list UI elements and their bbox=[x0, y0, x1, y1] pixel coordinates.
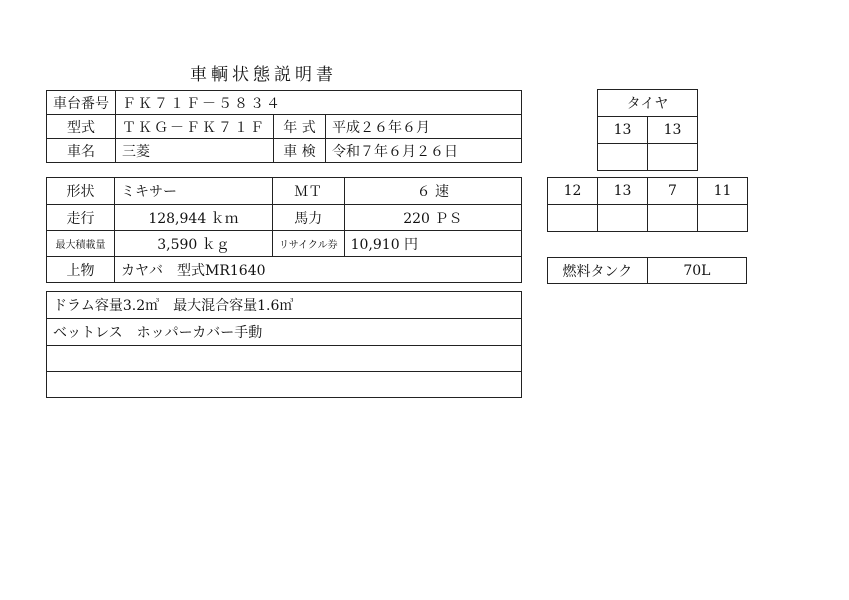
rear-tire-2: 13 bbox=[598, 178, 648, 205]
rear-tire-blank bbox=[548, 205, 598, 232]
horsepower-label: 馬力 bbox=[273, 205, 345, 231]
note-line: ドラム容量3.2㎥ 最大混合容量1.6㎥ bbox=[47, 292, 522, 319]
recycle-value: 10,910 円 bbox=[344, 231, 521, 257]
tire-header: タイヤ bbox=[598, 90, 698, 117]
rear-tire-blank bbox=[698, 205, 748, 232]
rear-tire-blank bbox=[598, 205, 648, 232]
transmission-label: ＭＴ bbox=[273, 178, 345, 205]
fuel-tank-label: 燃料タンク bbox=[548, 258, 648, 284]
recycle-label: リサイクル券 bbox=[273, 231, 345, 257]
chassis-number-label: 車台番号 bbox=[47, 91, 116, 115]
front-tire-left: 13 bbox=[598, 117, 648, 144]
spec-table bbox=[46, 177, 522, 283]
vehicle-info-table bbox=[46, 90, 522, 163]
note-line: ベットレス ホッパーカバー手動 bbox=[47, 319, 522, 346]
shape-label: 形状 bbox=[47, 178, 115, 205]
inspection-label: 車 検 bbox=[274, 139, 326, 163]
max-load-label: 最大積載量 bbox=[47, 231, 115, 257]
front-tire-blank bbox=[648, 144, 698, 171]
front-tire-right: 13 bbox=[648, 117, 698, 144]
note-line bbox=[47, 372, 522, 398]
rear-tire-blank bbox=[648, 205, 698, 232]
notes-table bbox=[46, 291, 522, 398]
horsepower-value: 220 ＰＳ bbox=[344, 205, 521, 231]
maker-value: 三菱 bbox=[116, 139, 274, 163]
model-value: ＴＫＧ－ＦＫ７１Ｆ bbox=[116, 115, 274, 139]
maker-label: 車名 bbox=[47, 139, 116, 163]
inspection-value: 令和７年６月２６日 bbox=[326, 139, 522, 163]
page-title: 車輌状態説明書 bbox=[190, 65, 337, 85]
mileage-value: 128,944 ｋｍ bbox=[115, 205, 273, 231]
rear-tire-3: 7 bbox=[648, 178, 698, 205]
body-value: カヤバ 型式MR1640 bbox=[115, 257, 522, 283]
note-line bbox=[47, 346, 522, 372]
year-value: 平成２６年６月 bbox=[326, 115, 522, 139]
year-label: 年 式 bbox=[274, 115, 326, 139]
body-label: 上物 bbox=[47, 257, 115, 283]
fuel-tank-value: 70L bbox=[647, 258, 746, 284]
front-tire-table bbox=[597, 89, 698, 171]
rear-tire-table bbox=[547, 177, 748, 232]
front-tire-blank bbox=[598, 144, 648, 171]
fuel-tank-table bbox=[547, 257, 747, 284]
max-load-value: 3,590 ｋｇ bbox=[115, 231, 273, 257]
rear-tire-4: 11 bbox=[698, 178, 748, 205]
chassis-number-value: ＦＫ７１Ｆ－５８３４ bbox=[116, 91, 522, 115]
model-label: 型式 bbox=[47, 115, 116, 139]
rear-tire-1: 12 bbox=[548, 178, 598, 205]
transmission-value: ６ 速 bbox=[344, 178, 521, 205]
shape-value: ミキサー bbox=[115, 178, 273, 205]
mileage-label: 走行 bbox=[47, 205, 115, 231]
